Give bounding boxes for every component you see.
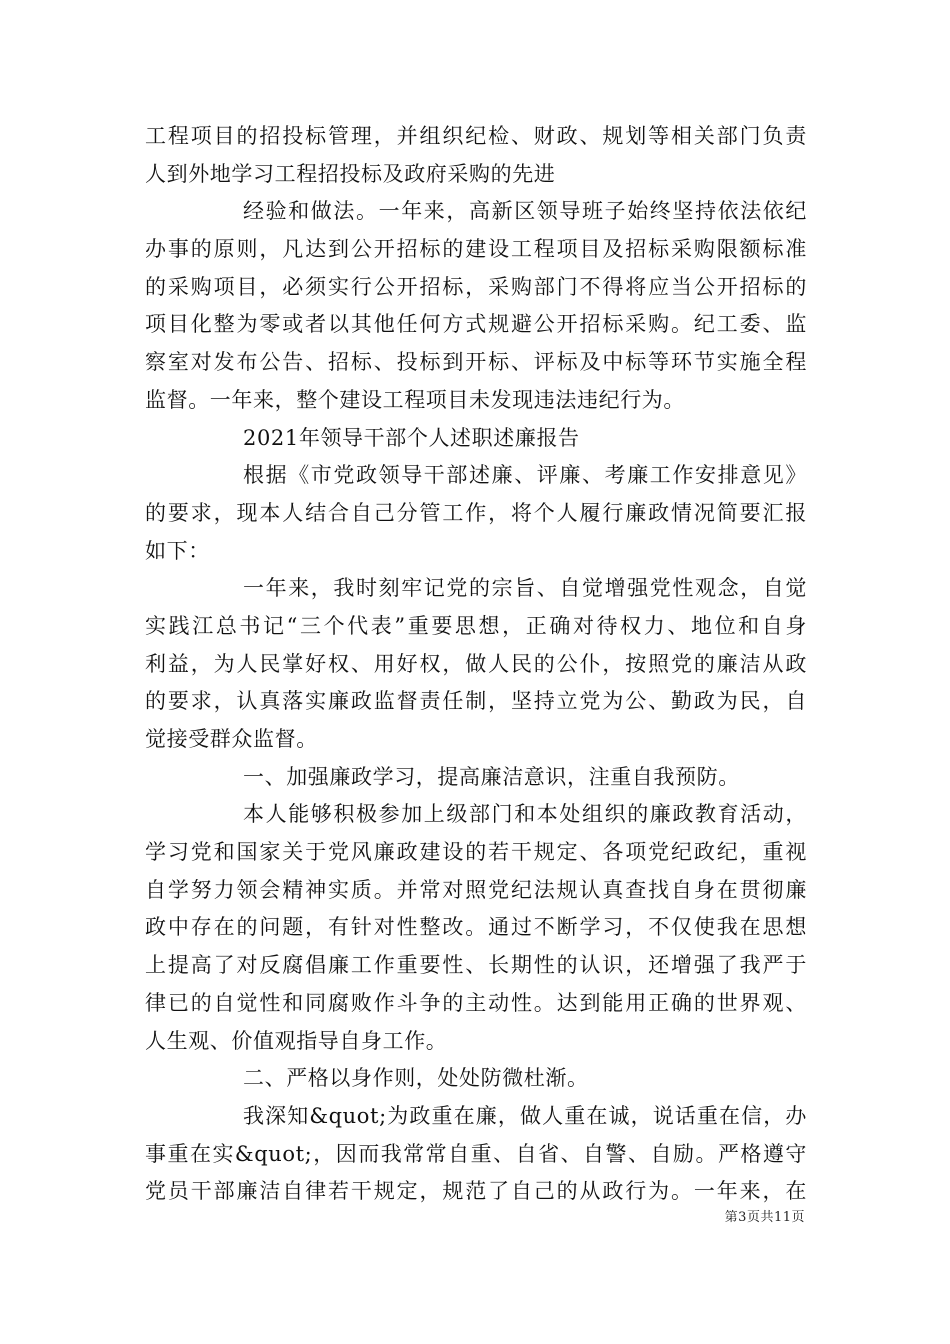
- text-line: 觉接受群众监督。: [145, 727, 318, 751]
- text-line: 一年来，我时刻牢记党的宗旨、自觉增强党性观念，自觉: [243, 576, 807, 601]
- text-line: 二、严格以身作则，处处防微杜渐。: [243, 1066, 589, 1091]
- text-line: 的要求，认真落实廉政监督责任制，坚持立党为公、勤政为民，自: [145, 689, 807, 714]
- page-number: 第3页共11页: [724, 1210, 805, 1225]
- text-line: 一、加强廉政学习，提高廉洁意识，注重自我预防。: [243, 764, 740, 789]
- text-line: 的要求，现本人结合自己分管工作，将个人履行廉政情况简要汇报: [145, 500, 807, 525]
- text-line: 人到外地学习工程招投标及政府采购的先进: [145, 161, 556, 186]
- text-line: 党员干部廉洁自律若干规定，规范了自己的从政行为。一年来，在: [145, 1179, 807, 1204]
- text-line: 实践江总书记“三个代表”重要思想，正确对待权力、地位和自身: [145, 613, 807, 638]
- text-line: 政中存在的问题，有针对性整改。通过不断学习，不仅使我在思想: [145, 915, 807, 940]
- text-line: 学习党和国家关于党风廉政建设的若干规定、各项党纪政纪，重视: [145, 840, 807, 865]
- text-line: 人生观、价值观指导自身工作。: [145, 1028, 448, 1053]
- text-line: 经验和做法。一年来，高新区领导班子始终坚持依法依纪: [243, 199, 807, 224]
- text-line: 本人能够积极参加上级部门和本处组织的廉政教育活动，: [243, 802, 807, 827]
- text-line: 利益，为人民掌好权、用好权，做人民的公仆，按照党的廉洁从政: [145, 651, 807, 676]
- text-line: 自学努力领会精神实质。并常对照党纪法规认真查找自身在贯彻廉: [145, 877, 807, 902]
- text-line: 我深知&quot;为政重在廉，做人重在诚，说话重在信，办: [243, 1103, 807, 1128]
- text-line: 上提高了对反腐倡廉工作重要性、长期性的认识，还增强了我严于: [145, 953, 807, 978]
- text-line: 根据《市党政领导干部述廉、评廉、考廉工作安排意见》: [243, 463, 807, 488]
- text-line: 的采购项目，必须实行公开招标，采购部门不得将应当公开招标的: [145, 274, 807, 299]
- text-line: 2021年领导干部个人述职述廉报告: [243, 425, 580, 450]
- body-text: [145, 118, 807, 1211]
- text-line: 律已的自觉性和同腐败作斗争的主动性。达到能用正确的世界观、: [145, 990, 807, 1015]
- text-line: 如下：: [145, 538, 210, 563]
- text-line: 监督。一年来，整个建设工程项目未发现违法违纪行为。: [145, 387, 685, 412]
- text-line: 事重在实&quot;，因而我常常自重、自省、自警、自励。严格遵守: [145, 1141, 807, 1166]
- text-line: 工程项目的招投标管理，并组织纪检、财政、规划等相关部门负责: [145, 124, 807, 148]
- text-line: 项目化整为零或者以其他任何方式规避公开招标采购。纪工委、监: [145, 312, 807, 337]
- text-line: 察室对发布公告、招标、投标到开标、评标及中标等环节实施全程: [145, 350, 807, 375]
- text-line: 办事的原则，凡达到公开招标的建设工程项目及招标采购限额标准: [145, 237, 807, 262]
